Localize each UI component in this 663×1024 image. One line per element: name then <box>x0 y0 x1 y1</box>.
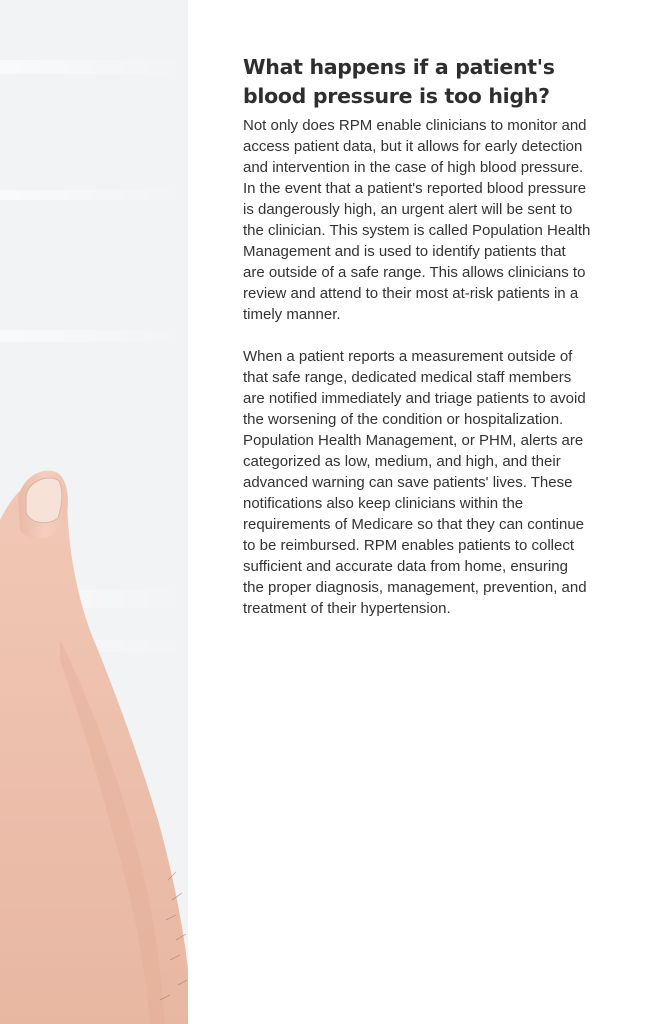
blind-slat <box>0 330 188 342</box>
blind-slat <box>0 60 188 74</box>
article-paragraph-2: When a patient reports a measurement outside of that safe range, dedicated medical staff members are notified immediately and triage patients to avoid the worsening of the condition or hospitalization. Population Health Management, or PHM, alerts are categorized as low, medium, and high, and their advanced warning can save patients' lives. These notifications also keep clinicians within the requirements of Medicare so that they can continue to be reimbursed. RPM enables patients to collect sufficient and accurate data from home, ensuring the proper diagnosis, management, prevention, and treatment of their hypertension. <box>243 348 587 617</box>
hand-photo <box>0 0 188 1024</box>
article-body <box>243 53 591 619</box>
thumbnail-shape <box>26 478 62 523</box>
blind-slat <box>0 190 188 200</box>
article-heading: What happens if a patient's blood pressure is too high? <box>243 55 555 108</box>
article-paragraph-1: Not only does RPM enable clinicians to monitor and access patient data, but it allows for early detection and intervention in the case of high blood pressure. In the event that a patient's reported blood pressure is dangerously high, an urgent alert will be sent to the clinician. This system is called Population Health Management and is used to identify patients that are outside of a safe range. This allows clinicians to review and attend to their most at-risk patients in a timely manner. <box>243 117 591 323</box>
hand-illustration <box>0 0 188 1024</box>
